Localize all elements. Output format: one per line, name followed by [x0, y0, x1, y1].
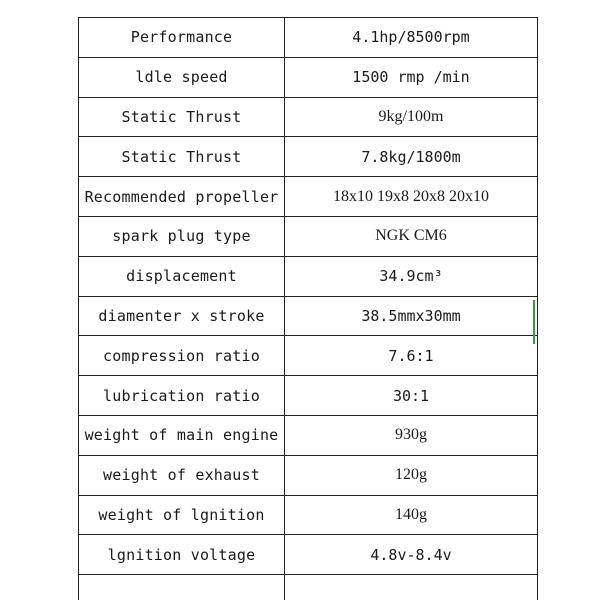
spec-label: Static Thrust	[79, 97, 285, 137]
table-row	[79, 97, 538, 137]
table-row	[79, 296, 538, 336]
spec-label: weight of exhaust	[79, 455, 285, 495]
spec-label: displacement	[79, 256, 285, 296]
table-row	[79, 455, 538, 495]
table-row	[79, 177, 538, 217]
table-row	[79, 18, 538, 58]
spec-value: 18x10 19x8 20x8 20x10	[285, 177, 538, 217]
table-row	[79, 216, 538, 256]
spec-label: weight of lgnition	[79, 495, 285, 535]
spec-value: 30:1	[285, 376, 538, 416]
spec-label: spark plug type	[79, 216, 285, 256]
spec-label: Static Thrust	[79, 137, 285, 177]
spec-value: NGK CM6	[285, 216, 538, 256]
engine-spec-table	[78, 17, 538, 600]
table-row	[79, 137, 538, 177]
table-row	[79, 575, 538, 600]
table-row	[79, 376, 538, 416]
spec-label: ldle speed	[79, 57, 285, 97]
table-row	[79, 535, 538, 575]
spec-value: 9kg/100m	[285, 97, 538, 137]
spec-value: 38.5mmx30mm	[285, 296, 538, 336]
spec-label: weight of main engine	[79, 415, 285, 455]
spec-label: compression ratio	[79, 336, 285, 376]
table-row	[79, 495, 538, 535]
spec-value: 7.8kg/1800m	[285, 137, 538, 177]
spec-label: Performance	[79, 18, 285, 58]
spec-value	[285, 575, 538, 600]
spec-value: 1500 rmp /min	[285, 57, 538, 97]
spec-label: Recommended propeller	[79, 177, 285, 217]
spec-value: 34.9cm³	[285, 256, 538, 296]
table-row	[79, 336, 538, 376]
spec-label: diamenter x stroke	[79, 296, 285, 336]
table-row	[79, 57, 538, 97]
spec-label	[79, 575, 285, 600]
spec-value: 120g	[285, 455, 538, 495]
spec-value: 140g	[285, 495, 538, 535]
spec-label: lgnition voltage	[79, 535, 285, 575]
spec-value: 4.8v-8.4v	[285, 535, 538, 575]
table-row	[79, 256, 538, 296]
spec-value: 7.6:1	[285, 336, 538, 376]
spec-label: lubrication ratio	[79, 376, 285, 416]
table-row	[79, 415, 538, 455]
green-edge-mark	[533, 300, 535, 344]
spec-value: 930g	[285, 415, 538, 455]
spec-value: 4.1hp/8500rpm	[285, 18, 538, 58]
